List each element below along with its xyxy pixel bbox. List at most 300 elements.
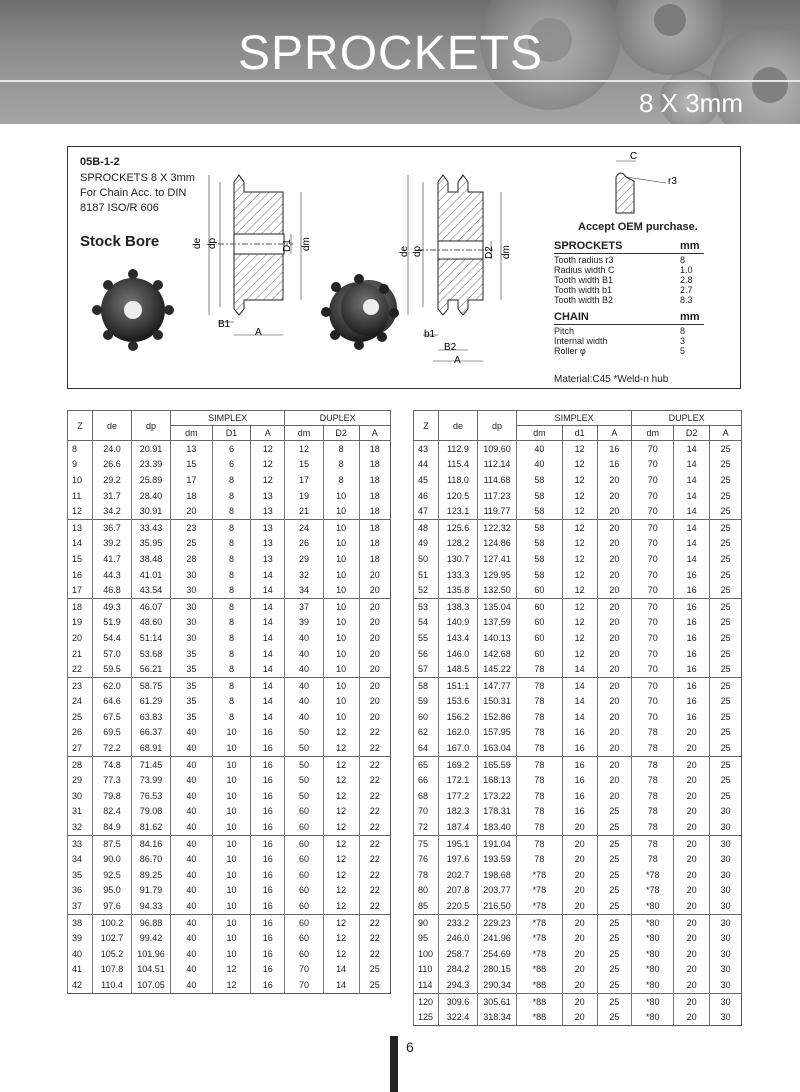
table-row [68,441,391,457]
table-cell: 70 [632,582,674,598]
table-cell: 20 [597,503,632,519]
table-cell: 48.60 [132,615,171,631]
label-d1: D1 [282,239,293,252]
table-row [68,615,391,631]
table-cell: 20 [597,551,632,567]
table-cell: 40 [285,646,324,662]
table-cell: 10 [323,567,359,583]
table-cell: 20 [674,725,710,741]
table-row [68,472,391,488]
table-cell: 10 [212,835,251,851]
table-cell: 12 [323,740,359,756]
table-cell: 20 [674,819,710,835]
table-row [68,851,391,867]
table-cell: 165.59 [478,756,517,772]
spec-row [554,336,704,346]
table-cell: *88 [517,993,563,1009]
table-cell: *80 [632,914,674,930]
table-cell: 8 [323,472,359,488]
table-cell: 72 [414,819,439,835]
table-cell: 14 [674,472,710,488]
table-cell: 35 [171,694,213,710]
table-cell: 216.50 [478,898,517,914]
col-simplex: SIMPLEX [517,411,632,426]
col-d1: D1 [212,426,251,441]
table-cell: 30 [710,1009,742,1025]
table-row [68,598,391,614]
table-cell: 58.75 [132,677,171,693]
table-cell: 78 [517,772,563,788]
table-cell: 16 [251,835,285,851]
table-cell: 33.43 [132,519,171,535]
table-cell: 30.91 [132,503,171,519]
table-cell: 22 [359,867,390,883]
table-cell: 10 [212,930,251,946]
table-cell: 64 [414,740,439,756]
table-cell: 16 [674,709,710,725]
table-cell: 25 [710,488,742,504]
table-cell: 135.8 [439,582,478,598]
table-cell: 69.5 [93,725,132,741]
table-cell: 8 [68,441,93,457]
table-row [414,646,742,662]
table-cell: 78 [517,756,563,772]
table-cell: 22 [359,788,390,804]
table-cell: 110 [414,962,439,978]
table-cell: 16 [251,804,285,820]
table-cell: 19 [68,615,93,631]
table-row [414,709,742,725]
table-cell: 30 [710,962,742,978]
table-cell: 8 [212,598,251,614]
table-cell: 60 [517,582,563,598]
table-cell: 20 [597,709,632,725]
table-cell: 14 [323,977,359,993]
table-cell: 140.13 [478,630,517,646]
table-cell: 22 [359,772,390,788]
table-cell: 30 [710,851,742,867]
table-cell: 16 [251,756,285,772]
table-cell: 14 [251,598,285,614]
col-a-duplex: A [359,426,390,441]
table-cell: 229.23 [478,914,517,930]
table-cell: 12 [323,898,359,914]
table-cell: 40 [285,709,324,725]
table-cell: 13 [251,503,285,519]
table-row [414,488,742,504]
table-cell: 187.4 [439,819,478,835]
table-row [414,914,742,930]
col-dp: dp [132,411,171,441]
table-cell: 10 [323,709,359,725]
table-cell: 12 [562,598,597,614]
table-cell: 22 [359,851,390,867]
table-cell: 78 [517,835,563,851]
table-cell: 173.22 [478,788,517,804]
table-cell: 182.3 [439,804,478,820]
table-cell: 12 [562,646,597,662]
table-cell: 70 [632,661,674,677]
table-cell: 20 [674,946,710,962]
table-cell: 40 [285,661,324,677]
table-cell: 22 [359,740,390,756]
table-cell: 197.6 [439,851,478,867]
table-cell: 40 [171,946,213,962]
table-cell: 16 [562,740,597,756]
table-cell: 78 [517,740,563,756]
table-cell: 6 [212,441,251,457]
table-cell: 183.40 [478,819,517,835]
table-cell: 20 [562,946,597,962]
table-cell: 80 [414,883,439,899]
table-cell: 12 [251,457,285,473]
table-cell: 280.15 [478,962,517,978]
table-cell: 20 [597,756,632,772]
table-cell: 207.8 [439,883,478,899]
table-cell: 25 [597,914,632,930]
table-cell: *78 [632,867,674,883]
table-cell: 18 [359,536,390,552]
table-cell: 14 [68,536,93,552]
table-cell: 21 [68,646,93,662]
table-cell: 20 [359,709,390,725]
table-cell: 20 [359,567,390,583]
table-row [68,819,391,835]
table-cell: 22 [359,930,390,946]
table-cell: 10 [323,646,359,662]
table-cell: 25 [710,756,742,772]
table-cell: 64.6 [93,694,132,710]
table-row [68,914,391,930]
table-cell: 12 [562,582,597,598]
table-cell: 35 [171,646,213,662]
label-c: C [630,151,638,162]
table-cell: 62.0 [93,677,132,693]
table-cell: 25 [597,819,632,835]
table-row [68,898,391,914]
table-cell: 24 [68,694,93,710]
table-cell: 18 [359,441,390,457]
table-cell: 195.1 [439,835,478,851]
stock-bore-label: Stock Bore [80,233,160,250]
table-cell: 25 [359,962,390,978]
table-cell: *78 [517,946,563,962]
table-cell: 78 [632,772,674,788]
spec-row [554,285,704,295]
table-cell: 12 [323,804,359,820]
table-cell: 20 [359,677,390,693]
table-cell: 20 [562,1009,597,1025]
table-cell: 12 [323,851,359,867]
table-cell: 16 [251,883,285,899]
table-cell: 95 [414,930,439,946]
table-cell: 147.77 [478,677,517,693]
table-cell: 70 [414,804,439,820]
table-cell: 18 [359,503,390,519]
table-cell: 25 [597,962,632,978]
table-cell: 12 [562,630,597,646]
table-cell: 20 [597,615,632,631]
table-row [414,930,742,946]
label-dm-duplex: dm [501,245,512,259]
table-cell: 20 [674,756,710,772]
table-cell: 20 [359,694,390,710]
table-cell: 150.31 [478,694,517,710]
table-row [414,772,742,788]
table-cell: 172.1 [439,772,478,788]
table-cell: 20 [562,914,597,930]
table-cell: 8 [212,582,251,598]
table-cell: 290.34 [478,977,517,993]
spec-row [554,326,704,336]
table-row [414,567,742,583]
table-cell: 162.0 [439,725,478,741]
table-row [68,551,391,567]
chain-spec-rows [554,326,704,356]
label-b2: B2 [444,342,457,353]
table-cell: 20 [674,1009,710,1025]
table-row [68,582,391,598]
table-cell: 66.37 [132,725,171,741]
table-cell: 105.2 [93,946,132,962]
table-cell: 22 [359,819,390,835]
table-cell: 14 [562,677,597,693]
table-row [68,977,391,993]
table-cell: 40 [171,914,213,930]
table-cell: 58 [517,519,563,535]
table-cell: 16 [251,977,285,993]
table-cell: 25 [597,977,632,993]
table-cell: 10 [323,661,359,677]
table-cell: 8 [212,661,251,677]
table-cell: 20 [597,661,632,677]
table-cell: 20 [674,962,710,978]
table-cell: 12 [323,772,359,788]
table-cell: 20 [674,930,710,946]
table-cell: 89.25 [132,867,171,883]
table-cell: 78 [517,788,563,804]
material-note: Material:C45 *Weld-n hub [554,374,669,385]
table-cell: 14 [251,677,285,693]
table-row [414,851,742,867]
table-cell: 20 [359,661,390,677]
table-row [68,519,391,535]
table-cell: *88 [517,962,563,978]
table-cell: 156.2 [439,709,478,725]
table-row [414,819,742,835]
table-cell: 128.2 [439,536,478,552]
table-cell: 191.04 [478,835,517,851]
table-cell: 30 [171,615,213,631]
table-cell: 23 [171,519,213,535]
table-cell: 39 [68,930,93,946]
table-cell: 10 [323,503,359,519]
table-cell: 26.6 [93,457,132,473]
table-cell: 178.31 [478,804,517,820]
table-cell: 25 [710,661,742,677]
table-cell: 70 [632,503,674,519]
table-cell: 8 [212,677,251,693]
table-cell: 41.7 [93,551,132,567]
table-row [68,709,391,725]
table-cell: 169.2 [439,756,478,772]
label-b1: B1 [218,319,231,330]
spec-value: 8.3 [680,295,693,305]
table-cell: 22 [359,883,390,899]
table-cell: 14 [251,694,285,710]
table-cell: 20 [597,740,632,756]
table-cell: 60 [285,946,324,962]
table-cell: 10 [212,804,251,820]
table-cell: 47 [414,503,439,519]
table-row [414,677,742,693]
table-cell: 22 [359,914,390,930]
table-cell: 10 [323,519,359,535]
table-cell: 20 [562,993,597,1009]
table-cell: 37 [285,598,324,614]
table-cell: 107.05 [132,977,171,993]
table-cell: 26 [68,725,93,741]
table-cell: 10 [323,551,359,567]
table-cell: 127.41 [478,551,517,567]
table-cell: 60 [285,930,324,946]
table-row [68,536,391,552]
table-cell: 12 [562,615,597,631]
table-cell: 14 [251,630,285,646]
table-cell: 16 [597,457,632,473]
table-cell: 40 [517,441,563,457]
table-cell: 25 [171,536,213,552]
table-cell: 8 [212,536,251,552]
table-cell: 78 [632,756,674,772]
col-dm: dm [517,426,563,441]
spec-row [554,295,704,305]
table-cell: 16 [251,819,285,835]
table-cell: 25 [710,725,742,741]
table-cell: 78 [632,740,674,756]
table-cell: 8 [212,709,251,725]
table-cell: 17 [68,582,93,598]
spec-label: Roller φ [554,346,586,356]
table-cell: 74.8 [93,756,132,772]
table-cell: *78 [517,867,563,883]
col-a: A [597,426,632,441]
table-cell: 20 [597,519,632,535]
table-cell: 13 [251,536,285,552]
table-cell: 37 [68,898,93,914]
table-cell: 25 [710,567,742,583]
table-cell: 16 [674,598,710,614]
table-cell: 13 [251,488,285,504]
table-cell: 58 [517,488,563,504]
table-cell: 35 [68,867,93,883]
table-cell: 41 [68,962,93,978]
table-cell: 70 [285,962,324,978]
table-cell: 20 [597,788,632,804]
table-cell: 10 [323,615,359,631]
table-row [414,946,742,962]
table-row [414,788,742,804]
page-number [390,1036,430,1092]
label-b1-small: b1 [424,329,436,340]
table-cell: 79.8 [93,788,132,804]
table-cell: 20 [597,582,632,598]
table-row [414,519,742,535]
table-cell: 10 [212,756,251,772]
table-cell: 152.86 [478,709,517,725]
table-cell: 14 [562,661,597,677]
table-cell: 40 [171,804,213,820]
table-cell: 40 [171,962,213,978]
table-cell: 8 [212,694,251,710]
spec-row [554,275,704,285]
table-cell: 25 [710,694,742,710]
table-cell: 60 [517,630,563,646]
table-cell: 8 [212,615,251,631]
table-cell: 25 [710,536,742,552]
table-cell: 12 [323,835,359,851]
label-de: de [192,237,203,249]
table-cell: 30 [710,819,742,835]
table-cell: 43 [414,441,439,457]
spec-info-box [67,146,741,389]
table-cell: 29 [68,772,93,788]
table-cell: 14 [674,488,710,504]
table-cell: 318.34 [478,1009,517,1025]
table-row [414,551,742,567]
spec-label: Pitch [554,326,575,336]
table-cell: 16 [674,646,710,662]
table-cell: 44.3 [93,567,132,583]
table-cell: 12 [562,519,597,535]
table-cell: 25 [597,867,632,883]
table-cell: 112.14 [478,457,517,473]
table-cell: 28 [68,756,93,772]
table-cell: 22 [359,898,390,914]
table-cell: 16 [251,867,285,883]
table-cell: 12 [285,441,324,457]
table-row [414,898,742,914]
table-cell: 8 [212,551,251,567]
table-cell: 30 [710,898,742,914]
table-cell: 18 [359,472,390,488]
table-cell: 44 [414,457,439,473]
table-cell: 25 [710,582,742,598]
table-cell: 284.2 [439,962,478,978]
table-cell: 40 [285,694,324,710]
table-cell: 58 [517,567,563,583]
table-cell: 100 [414,946,439,962]
page-subtitle: 8 X 3mm [638,88,743,118]
table-cell: 40 [517,457,563,473]
table-cell: 294.3 [439,977,478,993]
label-dp: dp [207,237,218,249]
table-cell: 35 [171,661,213,677]
table-cell: 12 [562,472,597,488]
table-cell: 30 [171,598,213,614]
label-dp-duplex: dp [412,245,423,257]
table-cell: 177.2 [439,788,478,804]
desc-line-2: For Chain Acc. to DIN [80,187,187,199]
table-cell: 305.61 [478,993,517,1009]
table-cell: 16 [251,962,285,978]
table-cell: 20 [359,615,390,631]
table-cell: 12 [323,946,359,962]
table-cell: 18 [68,598,93,614]
table-cell: 78 [517,694,563,710]
table-cell: 137.59 [478,615,517,631]
table-cell: 18 [359,519,390,535]
